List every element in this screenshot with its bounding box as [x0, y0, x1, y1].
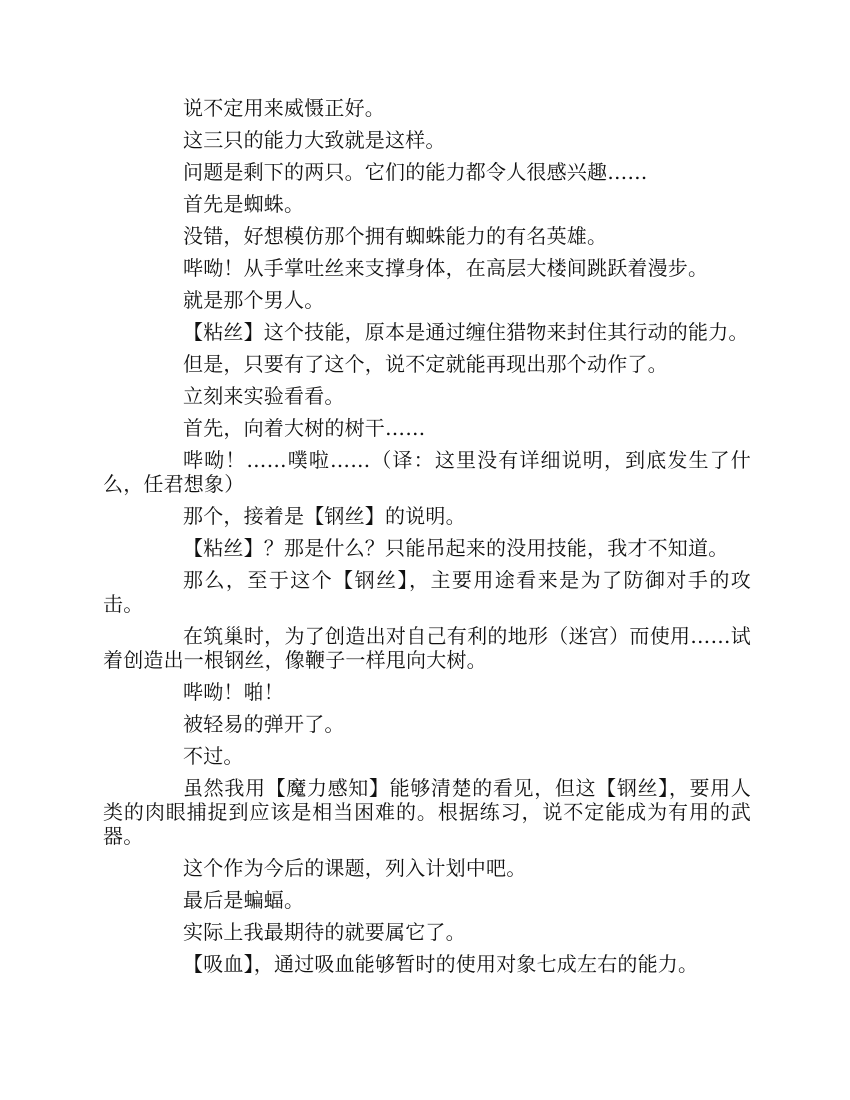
paragraph: 【粘丝】？那是什么？只能吊起来的没用技能，我才不知道。	[183, 536, 729, 560]
paragraph: 问题是剩下的两只。它们的能力都令人很感兴趣……	[183, 160, 648, 184]
paragraph: 这个作为今后的课题，列入计划中吧。	[183, 856, 527, 880]
paragraph: 【吸血】，通过吸血能够暂时的使用对象七成左右的能力。	[183, 952, 699, 976]
paragraph: 在筑巢时，为了创造出对自己有利的地形（迷宫）而使用……试着创造出一根钢丝，像鞭子一样甩向大树。	[103, 624, 751, 672]
paragraph: 虽然我用【魔力感知】能够清楚的看见，但这【钢丝】，要用人类的肉眼捕捉到应该是相当困难的。根据练习，说不定能成为有用的武器。	[103, 776, 751, 848]
paragraph: 首先，向着大树的树干……	[183, 416, 426, 440]
paragraph: 那个，接着是【钢丝】的说明。	[183, 504, 466, 528]
paragraph: 但是，只要有了这个，说不定就能再现出那个动作了。	[183, 352, 668, 376]
paragraph: 哔呦！啪！	[183, 680, 284, 704]
paragraph: 哔呦！……噗啦……（译：这里没有详细说明，到底发生了什么，任君想象）	[103, 448, 751, 496]
paragraph: 说不定用来威慑正好。	[183, 96, 385, 120]
body-text	[103, 96, 751, 984]
paragraph: 【粘丝】这个技能，原本是通过缠住猎物来封住其行动的能力。	[183, 320, 749, 344]
paragraph: 这三只的能力大致就是这样。	[183, 128, 446, 152]
paragraph: 被轻易的弹开了。	[183, 712, 345, 736]
paragraph: 实际上我最期待的就要属它了。	[183, 920, 466, 944]
paragraph: 哔呦！从手掌吐丝来支撑身体，在高层大楼间跳跃着漫步。	[183, 256, 709, 280]
paragraph: 那么，至于这个【钢丝】，主要用途看来是为了防御对手的攻击。	[103, 568, 751, 616]
paragraph: 没错，好想模仿那个拥有蜘蛛能力的有名英雄。	[183, 224, 608, 248]
paragraph: 不过。	[183, 744, 244, 768]
paragraph: 首先是蜘蛛。	[183, 192, 305, 216]
paragraph: 就是那个男人。	[183, 288, 325, 312]
paragraph: 最后是蝙蝠。	[183, 888, 305, 912]
paragraph: 立刻来实验看看。	[183, 384, 345, 408]
